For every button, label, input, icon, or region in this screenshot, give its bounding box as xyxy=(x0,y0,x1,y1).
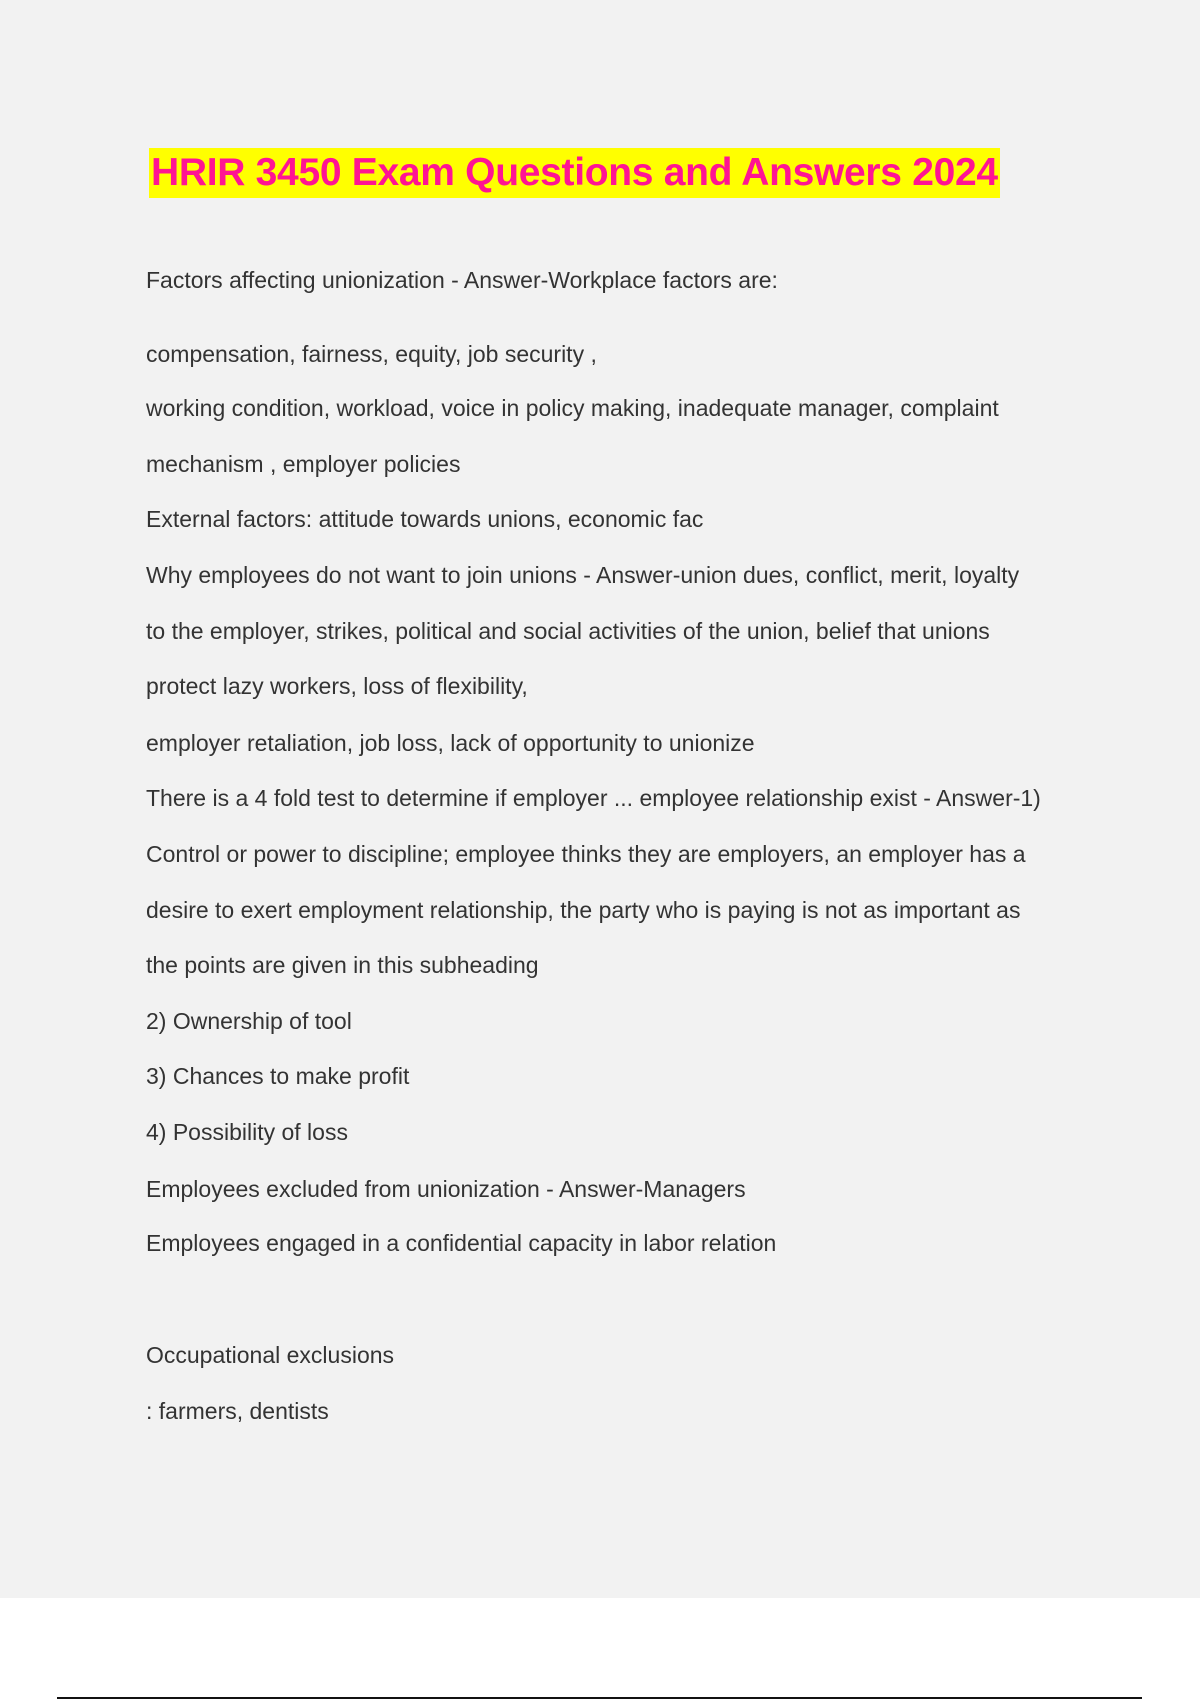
text-line: Occupational exclusions xyxy=(146,1342,395,1368)
title-wrap xyxy=(149,148,1000,198)
text-line: Factors affecting unionization - Answer-Workplace factors are: xyxy=(146,267,778,293)
text-line: 3) Chances to make profit xyxy=(146,1063,410,1089)
text-line: There is a 4 fold test to determine if employer ... employee relationship exist - Answer-1) xyxy=(146,785,1041,811)
text-line: Control or power to discipline; employee thinks they are employers, an employer has a xyxy=(146,841,1026,867)
document-title: HRIR 3450 Exam Questions and Answers 2024 xyxy=(149,148,1000,198)
text-line: 4) Possibility of loss xyxy=(146,1119,348,1145)
footer-divider xyxy=(57,1697,1142,1699)
text-line: Employees excluded from unionization - Answer-Managers xyxy=(146,1176,746,1202)
text-line: employer retaliation, job loss, lack of opportunity to unionize xyxy=(146,730,755,756)
text-line: compensation, fairness, equity, job security , xyxy=(146,341,597,367)
text-line: working condition, workload, voice in policy making, inadequate manager, complaint xyxy=(146,395,999,421)
text-line: to the employer, strikes, political and social activities of the union, belief that unions xyxy=(146,618,990,644)
text-line: : farmers, dentists xyxy=(146,1398,329,1424)
text-line: Employees engaged in a confidential capacity in labor relation xyxy=(146,1230,777,1256)
text-line: mechanism , employer policies xyxy=(146,451,461,477)
text-line: Why employees do not want to join unions - Answer-union dues, conflict, merit, loyalty xyxy=(146,562,1020,588)
text-line: External factors: attitude towards unions, economic fac xyxy=(146,506,704,532)
text-line: the points are given in this subheading xyxy=(146,952,539,978)
text-line: 2) Ownership of tool xyxy=(146,1008,352,1034)
text-line: protect lazy workers, loss of flexibility, xyxy=(146,673,528,699)
text-line: desire to exert employment relationship, the party who is paying is not as important as xyxy=(146,897,1021,923)
